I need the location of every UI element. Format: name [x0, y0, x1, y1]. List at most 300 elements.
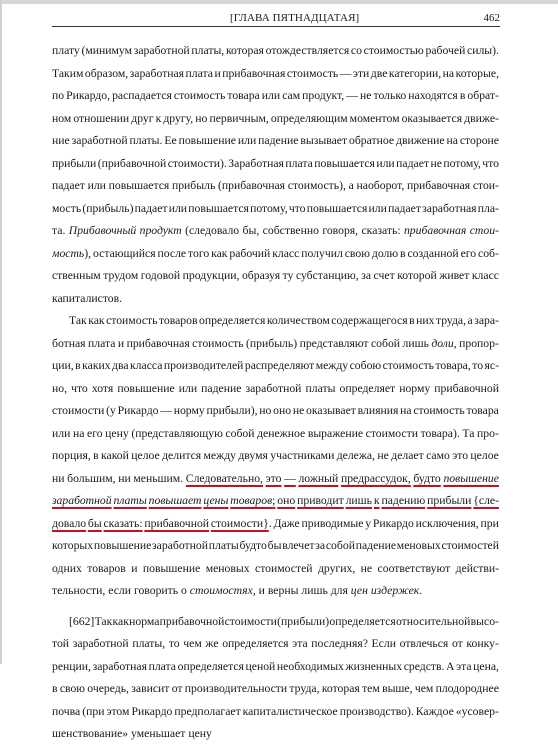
word: {сле-	[473, 494, 499, 507]
word: эта	[292, 637, 308, 650]
word: приводимые	[301, 516, 364, 530]
word: большим,	[67, 471, 116, 485]
word: а	[467, 314, 473, 327]
word: чем	[183, 637, 202, 650]
word: товара	[227, 89, 260, 102]
text-line	[52, 701, 499, 724]
word: стоимость	[192, 336, 244, 350]
window-left-edge	[0, 0, 2, 664]
word: Рикардо	[117, 404, 159, 417]
header-rule	[52, 26, 500, 27]
word: (при	[82, 704, 105, 718]
word: от	[171, 682, 183, 695]
word: Та	[462, 426, 475, 440]
word: стоимость	[413, 404, 465, 417]
word: между	[203, 449, 236, 462]
text-line	[52, 468, 499, 491]
text-line	[52, 445, 499, 468]
word: что	[71, 381, 88, 395]
word: сказать:	[361, 224, 401, 237]
word: о	[181, 584, 187, 597]
word: прибавочной	[159, 614, 225, 628]
word: от	[451, 637, 463, 650]
word: труда,	[289, 682, 320, 695]
word: исключения,	[415, 516, 479, 530]
word: падение	[201, 381, 242, 395]
word: как	[88, 314, 105, 327]
word: за	[315, 539, 326, 552]
word: как	[112, 614, 129, 628]
word: платы.	[129, 134, 163, 147]
word: находятся	[408, 89, 458, 102]
word: Рикардо	[131, 704, 173, 718]
word: заработной	[72, 637, 129, 650]
text-line	[52, 580, 499, 603]
word: —	[160, 404, 172, 417]
word: бы,	[242, 224, 260, 237]
word: или	[87, 179, 106, 192]
word: той	[52, 637, 70, 650]
word: товаров	[87, 561, 126, 575]
word: его	[460, 246, 477, 260]
word: но	[259, 404, 272, 417]
text-line	[52, 656, 499, 679]
word: обрат-	[467, 89, 499, 102]
word: на	[446, 134, 458, 147]
document-body	[52, 40, 499, 746]
word: норму	[399, 381, 431, 395]
word: цену	[188, 727, 212, 740]
word: субстанцию,	[295, 269, 359, 282]
word: определяет	[339, 381, 396, 395]
text-line	[52, 108, 499, 131]
word: производство).	[339, 704, 414, 718]
word: порция,	[52, 449, 91, 462]
word: повышение	[443, 471, 499, 485]
word: высо-	[470, 614, 499, 628]
word: у	[365, 516, 372, 530]
word: если	[108, 584, 132, 597]
word: содержащегося	[331, 314, 408, 327]
word: его	[87, 426, 103, 440]
word: товаров;	[230, 494, 276, 507]
word: денежное	[257, 426, 306, 440]
word: повышается	[108, 179, 170, 192]
word: то	[168, 637, 180, 650]
word: меньшим.	[133, 471, 184, 485]
word: товара	[466, 404, 499, 417]
text-line	[52, 678, 499, 701]
word: предполагает	[174, 704, 241, 718]
word: заработной	[152, 539, 208, 552]
word: свою	[344, 246, 370, 260]
word: наоборот,	[356, 179, 405, 192]
word: действи-	[455, 561, 499, 575]
word: стои-	[472, 179, 499, 192]
word: повышается	[188, 201, 249, 215]
word: счет	[373, 269, 395, 282]
text-line	[52, 63, 499, 86]
word: которая	[225, 44, 264, 57]
word: чем	[414, 682, 434, 695]
word: плата	[285, 156, 313, 170]
word: (следовало	[185, 224, 240, 237]
word: яс-	[484, 359, 499, 372]
word: приводит	[297, 494, 344, 507]
word: оно	[277, 494, 296, 507]
word: Рикардо,	[66, 89, 111, 102]
word: платы,	[191, 44, 225, 57]
word: стоимости	[224, 614, 277, 628]
word: то	[472, 359, 484, 372]
word: капиталистическое	[242, 704, 338, 718]
word: (у	[106, 404, 116, 417]
word: по	[52, 89, 65, 102]
word: моментом	[349, 111, 400, 125]
word: повышение	[117, 381, 175, 395]
word: плата	[185, 66, 213, 80]
word: падает	[388, 201, 421, 215]
text-line	[52, 513, 499, 536]
word: (прибыли)	[277, 614, 330, 628]
word: повышается	[306, 201, 368, 215]
paragraph-gap	[52, 603, 499, 611]
word: стоимостях,	[189, 584, 256, 597]
word: трудом	[103, 269, 139, 282]
word: созданной	[407, 246, 459, 260]
word: свою	[59, 682, 86, 695]
word: прибыль	[171, 179, 216, 192]
word: хотя	[91, 381, 114, 395]
word: на	[442, 66, 455, 80]
word: Даже	[273, 516, 300, 530]
word: падению	[381, 494, 426, 507]
word: Таким	[52, 66, 84, 80]
word: оно	[273, 404, 292, 417]
word: падение	[258, 134, 299, 147]
word: необходимых	[276, 659, 344, 673]
word: повышается	[314, 156, 375, 170]
word: за	[361, 269, 372, 282]
word: потому,	[250, 201, 288, 215]
word: в	[93, 449, 99, 462]
word: конку-	[466, 637, 499, 650]
word: стоимости).	[167, 156, 227, 170]
text-line	[52, 220, 499, 243]
word: средств.	[403, 659, 445, 673]
word: стоимостей	[255, 561, 313, 575]
word: повышение	[93, 539, 152, 552]
word: Ее	[164, 134, 177, 147]
word: которая	[321, 682, 360, 695]
word: довало	[52, 516, 87, 530]
word: собою	[349, 359, 382, 372]
word: прибавочная	[406, 179, 471, 192]
word: прибавочной	[144, 516, 210, 530]
word: ции,	[52, 359, 74, 372]
word: последняя?	[311, 637, 368, 650]
word: выше,	[382, 682, 413, 695]
word: повышение	[142, 561, 201, 575]
word: в	[409, 314, 415, 327]
word: ботная	[52, 336, 86, 350]
word: про-	[477, 426, 499, 440]
word: две	[370, 66, 388, 80]
word: цену	[105, 426, 129, 440]
word: лишь	[301, 584, 328, 597]
word: заработная	[92, 659, 147, 673]
word: доли,	[431, 336, 457, 350]
word: плата	[88, 336, 116, 350]
word: сказать:	[103, 516, 143, 530]
word: заработная	[129, 66, 185, 80]
text-line	[52, 265, 499, 288]
word: определяется	[177, 659, 244, 673]
word: товара).	[420, 426, 460, 440]
word: та.	[52, 224, 66, 237]
word: и	[214, 66, 221, 80]
word: А	[446, 659, 455, 673]
word: —	[339, 66, 352, 80]
word: к	[155, 111, 162, 125]
word: зависит	[131, 682, 170, 695]
word: соответствуют	[377, 561, 451, 575]
word: собой	[225, 426, 255, 440]
word: или	[376, 156, 395, 170]
word: очередь,	[87, 682, 129, 695]
word: производительности	[184, 682, 288, 695]
word: собственно	[262, 224, 319, 237]
word: стои-	[469, 224, 499, 237]
word: распадается	[112, 89, 172, 102]
word: повышает	[148, 494, 202, 507]
word: (представляющую	[131, 426, 223, 440]
word: другу,	[163, 111, 194, 125]
word: Рикардо	[372, 516, 414, 530]
word: это	[452, 449, 469, 462]
word: платы	[305, 381, 336, 395]
word: бы	[267, 539, 282, 552]
word: уменьшает	[131, 727, 186, 740]
word: прибавочная	[403, 224, 467, 237]
word: в	[52, 682, 58, 695]
word: (прибавочной	[97, 156, 167, 170]
word: же	[205, 637, 219, 650]
text-line	[52, 535, 499, 558]
text-line	[52, 490, 499, 513]
word: выражение	[307, 426, 364, 440]
word: жизненных	[345, 659, 403, 673]
word: или	[52, 426, 71, 440]
word: Так	[94, 614, 113, 628]
word: участниками	[270, 449, 335, 462]
word: падение	[355, 539, 397, 552]
word: [662]	[69, 614, 95, 628]
word: труда,	[435, 314, 467, 327]
text-line	[52, 130, 499, 153]
word: собой	[325, 539, 355, 552]
word: в	[400, 246, 406, 260]
word: рабочей	[425, 44, 466, 57]
word: продукции,	[182, 269, 240, 282]
word: ни	[118, 471, 131, 485]
word: того	[188, 246, 210, 260]
word: после	[157, 246, 187, 260]
word: цена,	[473, 659, 499, 673]
word: —	[346, 89, 358, 102]
word: пропор-	[459, 336, 499, 350]
word: не	[430, 156, 442, 170]
word: (прибыль)	[82, 201, 134, 215]
word: силы).	[467, 44, 499, 57]
word: но	[195, 111, 208, 125]
word: прибавочной	[434, 381, 499, 395]
word: говоря,	[322, 224, 359, 237]
word: ственным	[52, 269, 101, 282]
word: —	[284, 471, 296, 485]
word: лишь	[345, 494, 373, 507]
word: падает	[134, 201, 168, 215]
word: одних	[52, 561, 82, 575]
word: или	[178, 381, 198, 395]
word: образуя	[241, 269, 281, 282]
word: Так	[69, 314, 87, 327]
word: долю	[371, 246, 399, 260]
word: этом	[106, 704, 130, 718]
word: цен	[350, 584, 368, 597]
word: оказывается	[401, 111, 463, 125]
text-line	[52, 333, 499, 356]
word: представляют	[299, 336, 369, 350]
word: определяющим	[270, 111, 348, 125]
text-line	[52, 723, 499, 746]
word: к	[373, 494, 380, 507]
word: оказывает	[306, 404, 356, 417]
word: заработной	[71, 134, 128, 147]
text-line	[52, 310, 499, 333]
text-line	[52, 243, 499, 266]
word: на	[72, 426, 85, 440]
word: которые,	[455, 66, 499, 80]
word: целое	[470, 449, 499, 462]
word: каких	[82, 359, 111, 372]
word: отвлечься	[399, 637, 449, 650]
word: падает	[52, 179, 85, 192]
word: шенствование»	[52, 727, 129, 740]
word: лишь	[402, 336, 429, 350]
word: ценой	[245, 659, 276, 673]
word: первичным,	[209, 111, 269, 125]
text-line	[52, 85, 499, 108]
word: остающийся	[93, 246, 156, 260]
word: заработной	[245, 381, 302, 395]
word: которых	[52, 539, 94, 552]
word: что	[482, 156, 499, 170]
word: прибыли),	[206, 404, 258, 417]
word: отношении	[73, 111, 130, 125]
word: сам	[282, 89, 301, 102]
word: будто	[239, 539, 267, 552]
word: обратное	[349, 134, 395, 147]
word: влечет	[282, 539, 315, 552]
word: Следовательно,	[185, 471, 263, 485]
word: других,	[317, 561, 356, 575]
word: капиталистов.	[52, 291, 123, 305]
word: категории,	[388, 66, 442, 80]
word: целое	[131, 449, 160, 462]
word: падает	[396, 156, 429, 170]
word: Если	[371, 637, 396, 650]
word: которой	[397, 269, 437, 282]
word: (минимум	[81, 44, 133, 57]
word: мость	[52, 201, 82, 215]
word: само	[426, 449, 450, 462]
word: заработной	[133, 44, 190, 57]
word: стоимость	[106, 314, 158, 327]
word: платы	[113, 494, 147, 507]
word: не	[377, 449, 389, 462]
word: стоимость	[173, 89, 226, 102]
word: два	[112, 359, 129, 372]
word: (прибавочная	[217, 179, 286, 192]
word: прибыли	[52, 156, 97, 170]
word: определяется	[199, 314, 266, 327]
text-line	[52, 378, 499, 401]
word: и	[258, 584, 265, 597]
word: относительной	[395, 614, 471, 628]
word: Каждое	[415, 704, 454, 718]
word: не	[360, 89, 372, 102]
word: класс	[272, 246, 300, 260]
word: или	[168, 201, 188, 215]
word: (прибыль)	[246, 336, 298, 350]
word: дележа,	[336, 449, 376, 462]
word: для	[330, 584, 348, 597]
word: ни	[52, 471, 65, 485]
word: определяется	[222, 637, 289, 650]
word: ту	[282, 269, 294, 282]
word: или	[368, 201, 387, 215]
text-line	[52, 198, 499, 221]
text-line	[52, 423, 499, 446]
word: делится	[162, 449, 202, 462]
word: продукт	[139, 224, 182, 237]
word: прибавочная	[222, 66, 286, 80]
word: заработной	[52, 494, 112, 507]
text-line	[52, 355, 499, 378]
word: потому,	[443, 156, 481, 170]
word: это	[265, 471, 282, 485]
word: стоимостей	[441, 539, 499, 552]
word: стоимости	[52, 404, 105, 417]
word: в	[459, 89, 466, 102]
word: ние	[52, 134, 70, 147]
word: тем	[362, 682, 380, 695]
word: и	[117, 336, 125, 350]
word: будто	[413, 471, 441, 485]
text-line	[52, 153, 499, 176]
word: ложный	[298, 471, 339, 485]
word: как	[211, 246, 228, 260]
word: продукт,	[302, 89, 345, 102]
word: эта	[456, 659, 472, 673]
word: вызывает	[300, 134, 348, 147]
word: образом,	[84, 66, 129, 80]
word: влияния	[357, 404, 399, 417]
word: платы,	[132, 637, 166, 650]
word: эти	[352, 66, 370, 80]
word: почва	[52, 704, 81, 718]
